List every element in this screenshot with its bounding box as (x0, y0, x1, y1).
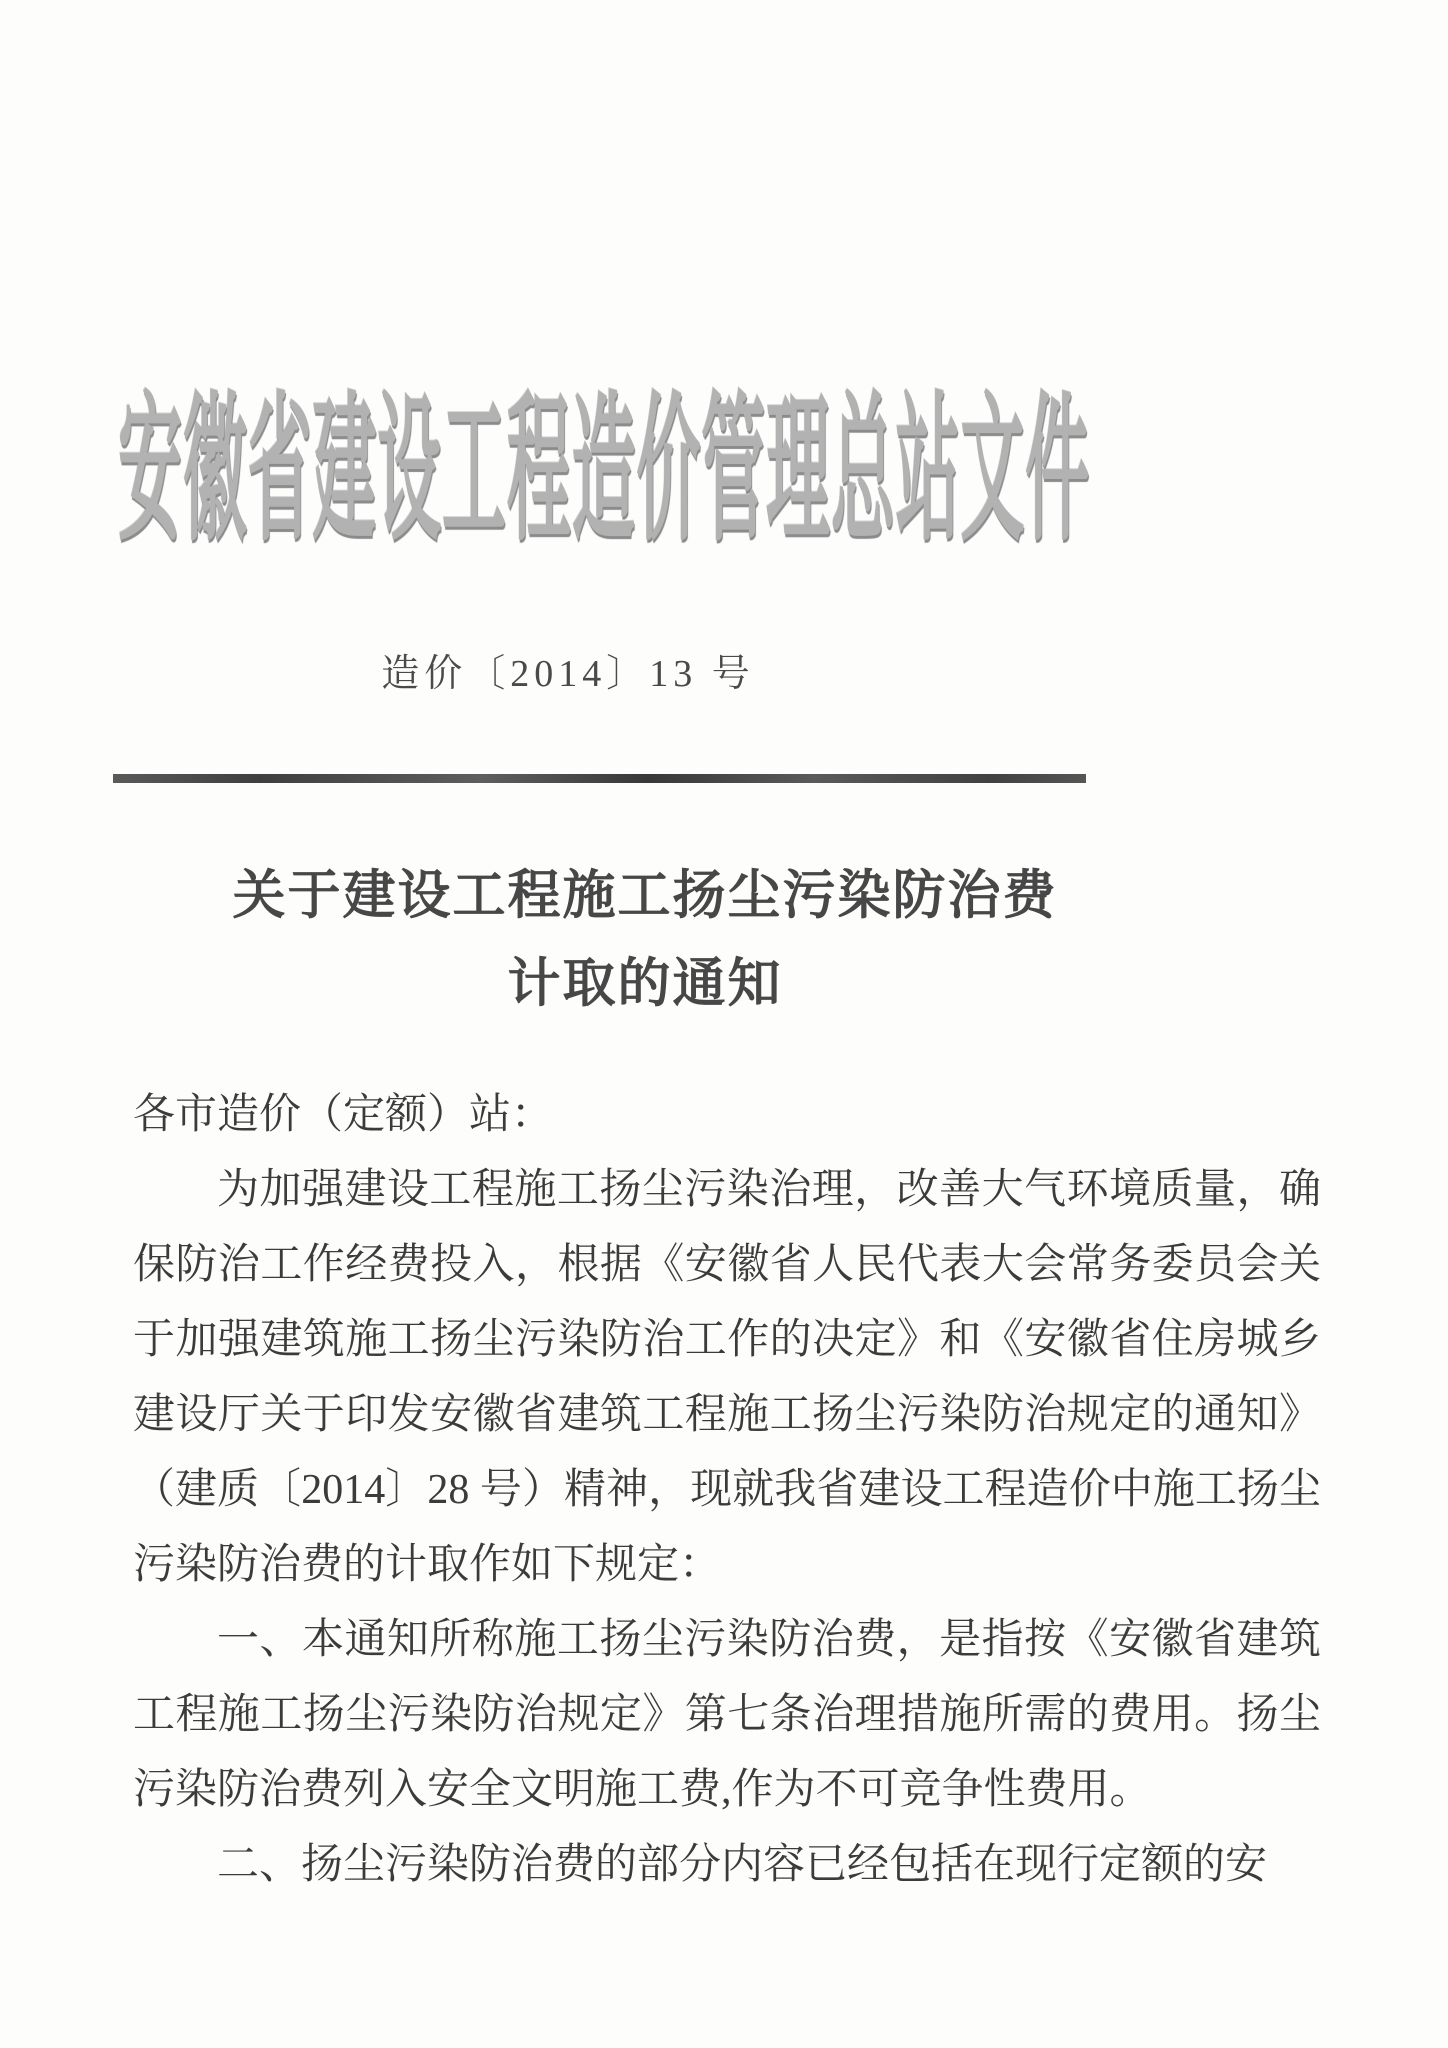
salutation: 各市造价（定额）站： (133, 1092, 554, 1138)
body-paragraph: 一、本通知所称施工扬尘污染防治费，是指按《安徽省建筑工程施工扬尘污染防治规定》第七条治理措施所需的费用。扬尘污染防治费列入安全文明施工费,作为不可竞争性费用。 (133, 1617, 1321, 1813)
letterhead-divider-rule (113, 774, 1086, 783)
document-body (133, 1078, 1321, 1903)
agency-letterhead-title: 安徽省建设工程造价管理总站文件 (118, 382, 1091, 560)
document-number: 造价〔2014〕13 号 (381, 653, 755, 695)
body-paragraph: 二、扬尘污染防治费的部分内容已经包括在现行定额的安 (217, 1842, 1268, 1888)
document-title (170, 852, 1120, 1028)
document-title-line-2: 计取的通知 (507, 955, 783, 1013)
body-paragraph: 为加强建设工程施工扬尘污染治理，改善大气环境质量，确保防治工作经费投入，根据《安徽省人民代表大会常务委员会关于加强建筑施工扬尘污染防治工作的决定》和《安徽省住房城乡建设厅关于印发安徽省建筑工程施工扬尘污染防治规定的通知》（建质〔2014〕28 号）精神，现就我省建设工程造价中施工扬尘污染防治费的计取作如下规定： (133, 1167, 1321, 1588)
document-title-line-1: 关于建设工程施工扬尘污染防治费 (232, 867, 1058, 925)
